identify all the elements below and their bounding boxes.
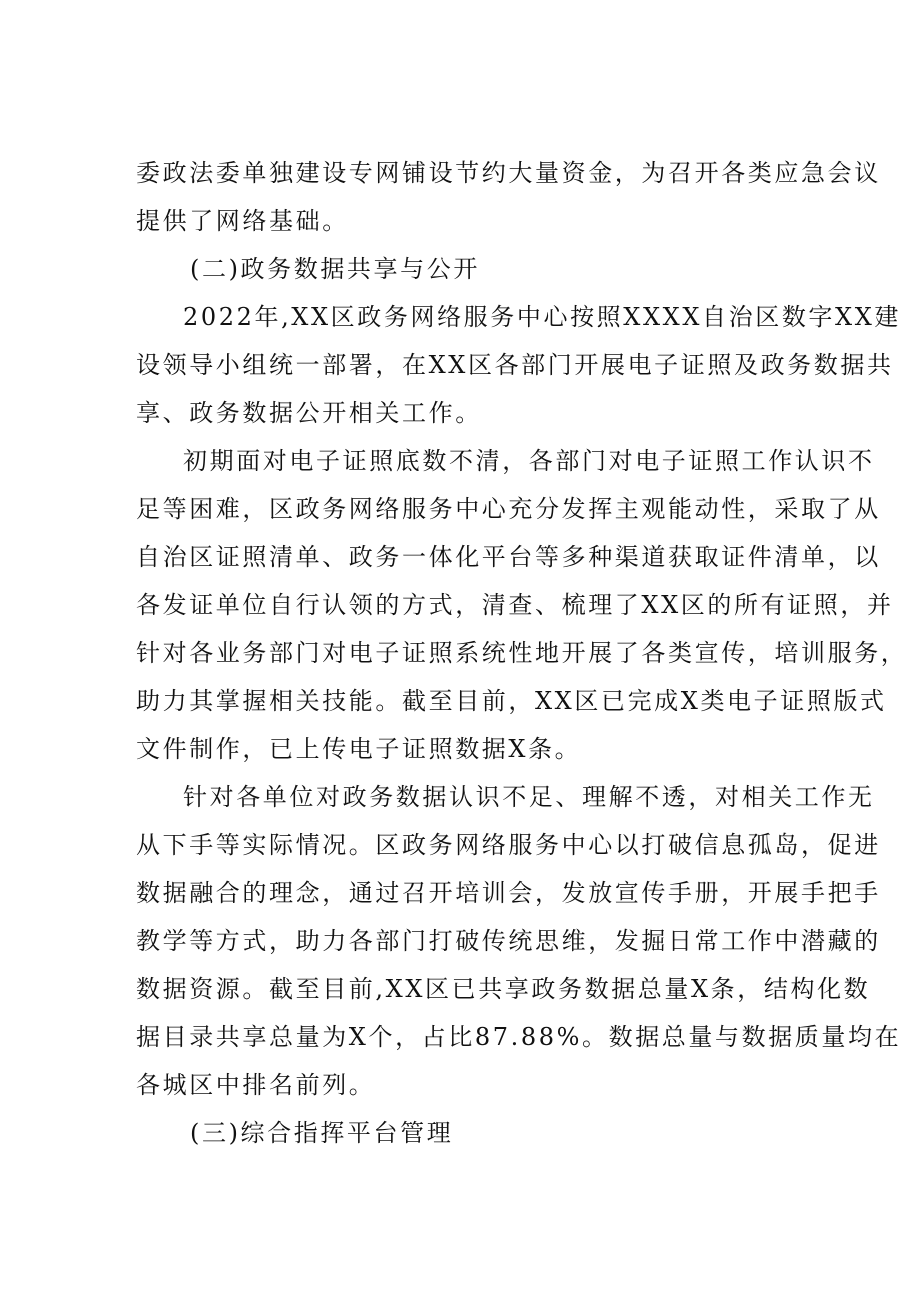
paragraph-line: 委政法委单独建设专网铺设节约大量资金，为召开各类应急会议 xyxy=(136,159,881,187)
paragraph-line: 数据资源。截至目前,XX区已共享政务数据总量X条，结构化数 xyxy=(136,975,871,1003)
paragraph-line: 足等困难，区政务网络服务中心充分发挥主观能动性，采取了从 xyxy=(136,495,881,523)
paragraph-line: 提供了网络基础。 xyxy=(136,207,349,235)
paragraph-line: 教学等方式，助力各部门打破传统思维，发掘日常工作中潜藏的 xyxy=(136,927,881,955)
paragraph-line: 自治区证照清单、政务一体化平台等多种渠道获取证件清单，以 xyxy=(136,543,881,571)
section-heading: (二)政务数据共享与公开 xyxy=(190,255,480,283)
paragraph-line: 享、政务数据公开相关工作。 xyxy=(136,399,482,427)
paragraph-line: 从下手等实际情况。区政务网络服务中心以打破信息孤岛，促进 xyxy=(136,831,881,859)
paragraph-line: 文件制作，已上传电子证照数据X条。 xyxy=(136,735,582,763)
paragraph-line: 针对各业务部门对电子证照系统性地开展了各类宣传，培训服务， xyxy=(136,639,908,667)
paragraph-line: 初期面对电子证照底数不清，各部门对电子证照工作认识不 xyxy=(183,447,875,475)
paragraph-line: 2022年,XX区政务网络服务中心按照XXXX自治区数字XX建 xyxy=(183,303,901,331)
paragraph-line: 数据融合的理念，通过召开培训会，发放宣传手册，开展手把手 xyxy=(136,879,881,907)
paragraph-line: 助力其掌握相关技能。截至目前，XX区已完成X类电子证照版式 xyxy=(136,687,887,715)
paragraph-line: 设领导小组统一部署，在XX区各部门开展电子证照及政务数据共 xyxy=(136,351,894,379)
section-heading: (三)综合指挥平台管理 xyxy=(190,1119,454,1147)
paragraph-line: 各城区中排名前列。 xyxy=(136,1071,376,1099)
paragraph-line: 据目录共享总量为X个，占比87.88%。数据总量与数据质量均在 xyxy=(136,1023,902,1051)
paragraph-line: 针对各单位对政务数据认识不足、理解不透，对相关工作无 xyxy=(183,783,875,811)
paragraph-line: 各发证单位自行认领的方式，清查、梳理了XX区的所有证照，并 xyxy=(136,591,894,619)
